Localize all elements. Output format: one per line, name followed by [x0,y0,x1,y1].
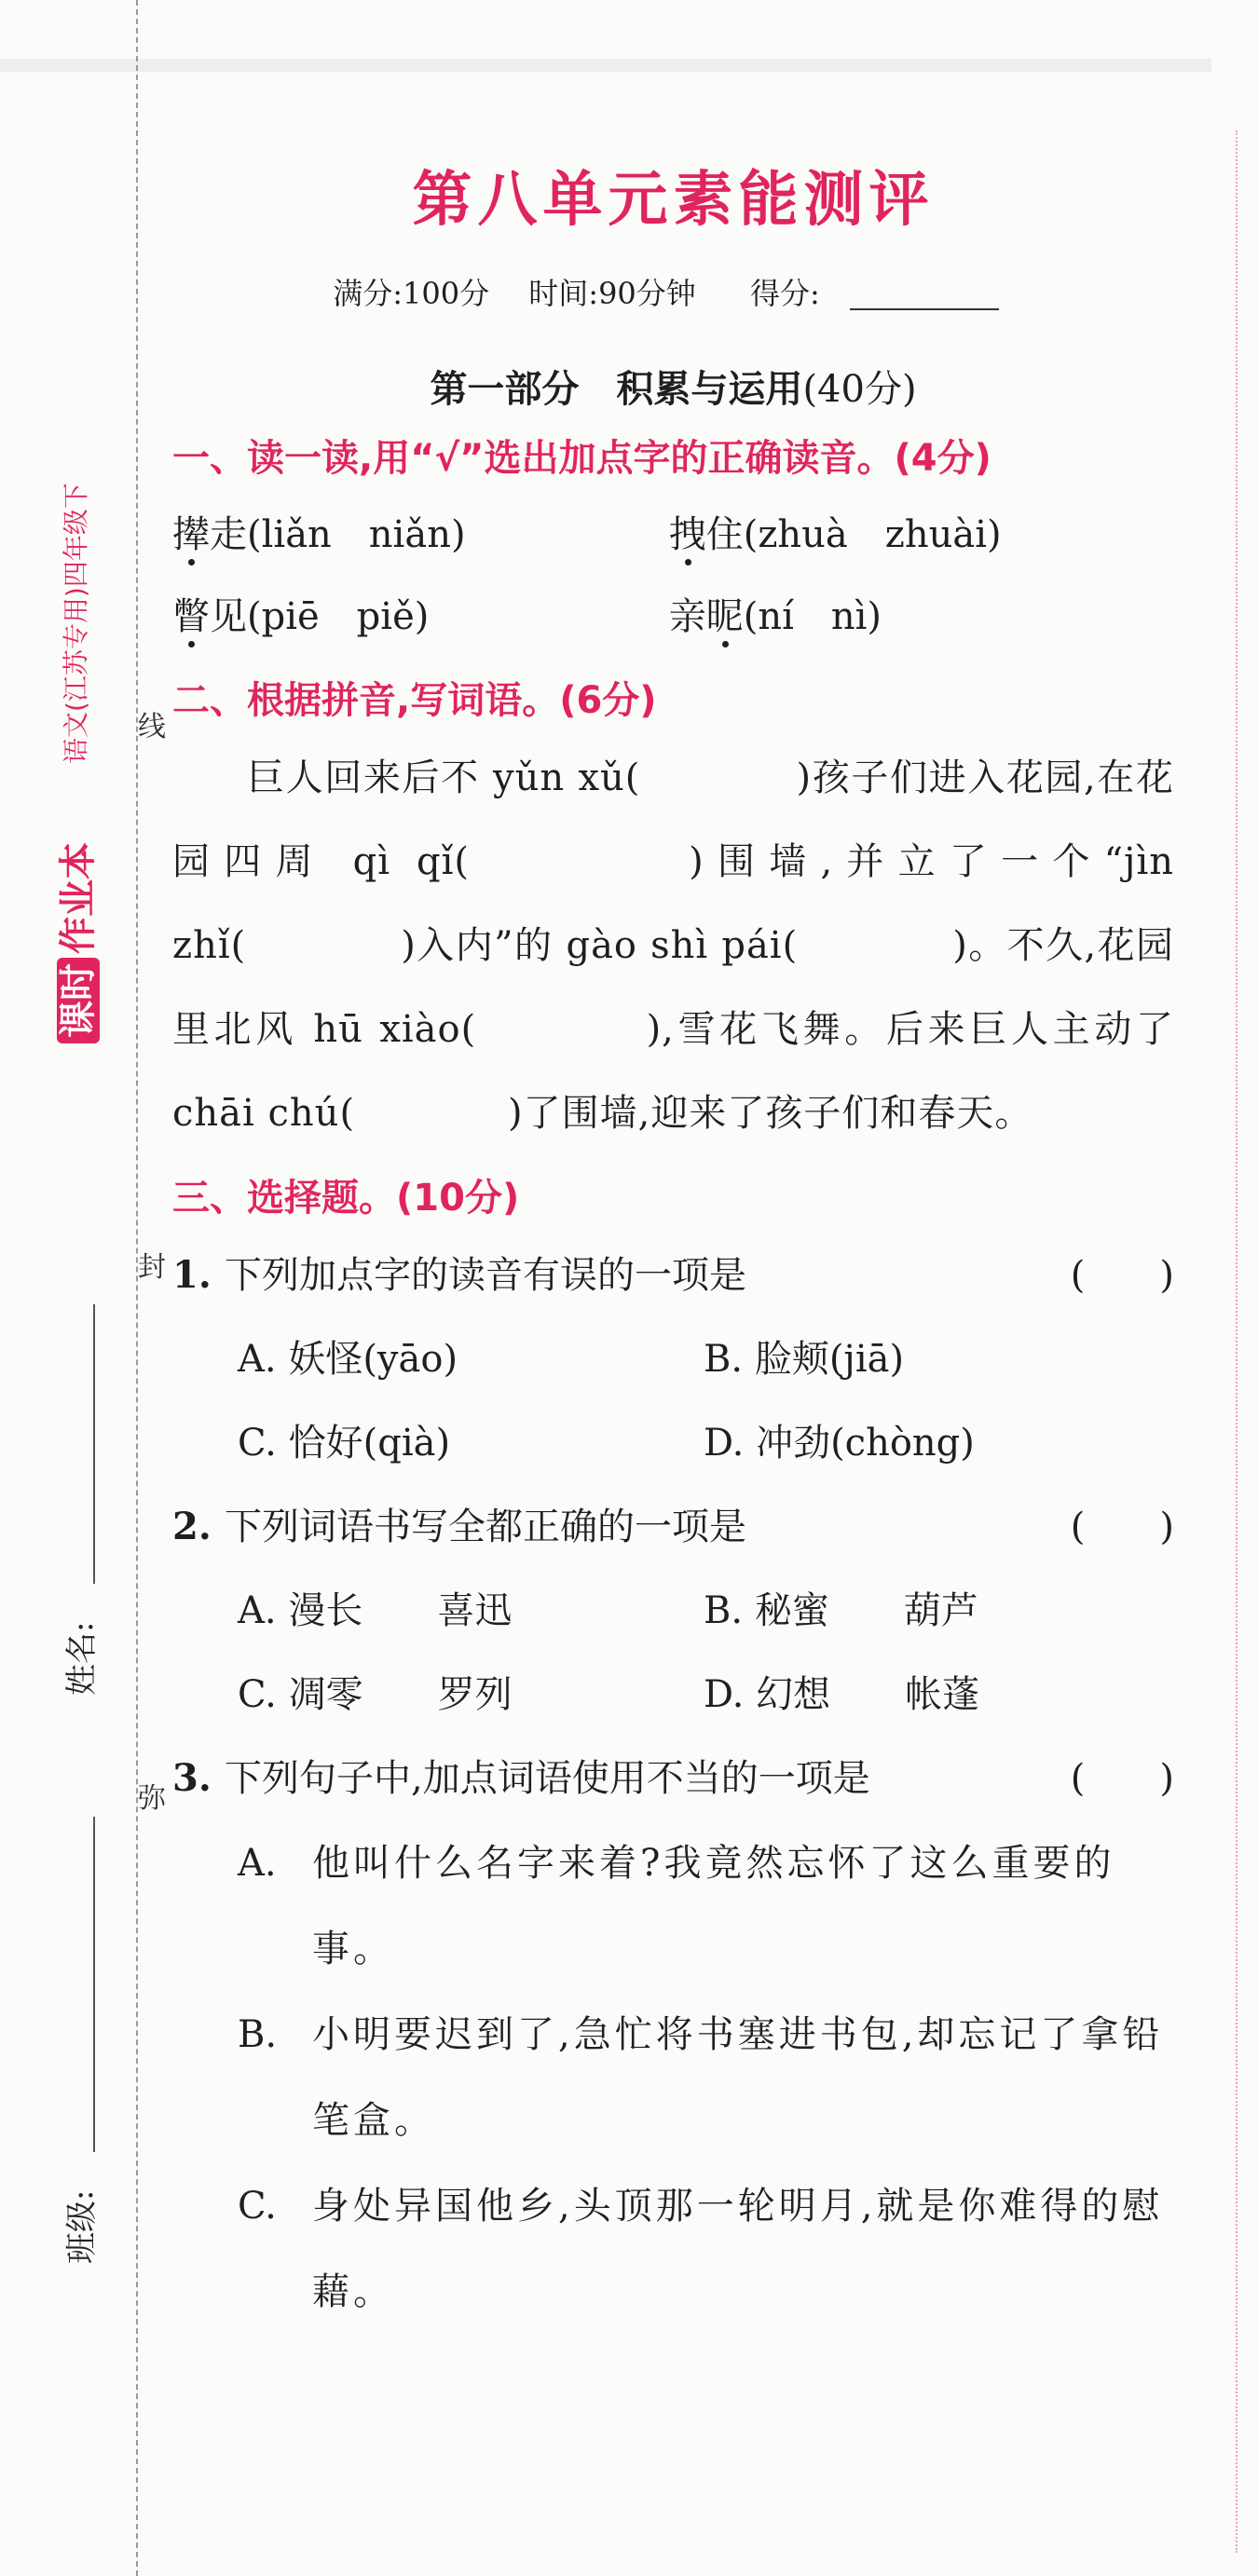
pinyin-item[interactable]: 亲昵(ní nì) [668,595,882,638]
page-title: 第八单元素能测评 [412,166,935,235]
options-row [172,1401,1174,1485]
binding-margin [0,0,166,2576]
fold-line [136,0,138,2576]
class-label: 班级: [63,2189,101,2264]
fold-char-seal: 封 [138,1251,166,1284]
book-name: 语文(江苏专用)四年级下 [61,483,91,764]
brand-logo [48,764,104,1043]
score-label: 得分: [749,276,820,311]
options-row [172,1569,1174,1653]
question-2: 2. 下列词语书写全都正确的一项是 ( ) [172,1485,1174,1569]
option[interactable]: B. 脸颊(jiā) [704,1338,905,1381]
score-field[interactable] [850,282,999,310]
dotted-char: 昵 [705,595,744,638]
pinyin-item[interactable]: 撵走(liǎn niǎn) [172,513,466,556]
question-3: 3. 下列句子中,加点词语使用不当的一项是 ( ) [172,1737,1174,1820]
full-score: 满分:100分 [333,276,490,311]
top-decoration [0,51,1211,79]
pinyin-row [172,576,1174,658]
option[interactable]: A. 漫长 喜迅 [238,1589,513,1632]
exam-meta [172,270,1174,317]
option[interactable]: C. 恰好(qià) [238,1422,451,1465]
dotted-char: 撵 [172,513,210,556]
option[interactable]: B. 小明要迟到了,急忙将书塞进书包,却忘记了拿铅笔盒。 [238,2013,1164,2142]
right-margin-rule [1236,130,1237,2553]
section-one-title: 一、读一读,用“√”选出加点字的正确读音。(4分) [172,437,991,480]
option[interactable]: D. 冲劲(chòng) [704,1422,975,1465]
dotted-char: 拽 [668,513,706,556]
option[interactable]: C. 身处异国他乡,头顶那一轮明月,就是你难得的慰藉。 [238,2185,1164,2313]
options-row [172,1653,1174,1737]
option[interactable]: A. 他叫什么名字来着?我竟然忘怀了这么重要的事。 [238,1842,1115,1970]
brand-logo-mark: 课时 [57,958,100,1043]
answer-bracket[interactable]: ( ) [1070,1757,1174,1800]
pinyin-row [172,494,1174,576]
question-1: 1. 下列加点字的读音有误的一项是 ( ) [172,1233,1174,1317]
pinyin-item[interactable]: 拽住(zhuà zhuài) [668,513,1002,556]
section-three-title: 三、选择题。(10分) [172,1177,520,1220]
name-label: 姓名: [63,1621,101,1696]
time-limit: 时间:90分钟 [528,276,696,311]
class-field[interactable] [93,1817,95,2152]
fold-char-close: 弥 [138,1782,166,1815]
part-one-title: 第一部分 积累与运用(40分) [430,367,917,411]
brand-logo-text: 作业本 [57,842,100,954]
option[interactable]: C. 凋零 罗列 [238,1673,513,1716]
option[interactable]: B. 秘蜜 葫芦 [704,1589,978,1632]
answer-bracket[interactable]: ( ) [1070,1506,1174,1548]
fold-char-line: 线 [138,711,166,743]
answer-bracket[interactable]: ( ) [1070,1254,1174,1297]
pinyin-item[interactable]: 瞥见(piē piě) [172,595,430,638]
fill-in-paragraph[interactable]: 巨人回来后不 yǔn xǔ( )孩子们进入花园,在花园四周 qì qǐ( )围墙,并立了一个“jìn zhǐ( )入内”的 gào shì pái( )。不久,花园里北风 hū xiào( ),雪花飞舞。后来巨人主动了 chāi chú( )了围墙,迎来了孩子们和春天。 [172,756,1174,1135]
dotted-char: 瞥 [172,595,210,638]
name-field[interactable] [93,1304,95,1584]
options-row [172,1317,1174,1401]
option[interactable]: D. 幻想 帐蓬 [704,1673,980,1716]
section-two-title: 二、根据拼音,写词语。(6分) [172,679,657,722]
option[interactable]: A. 妖怪(yāo) [238,1338,458,1381]
worksheet [172,158,1174,2335]
